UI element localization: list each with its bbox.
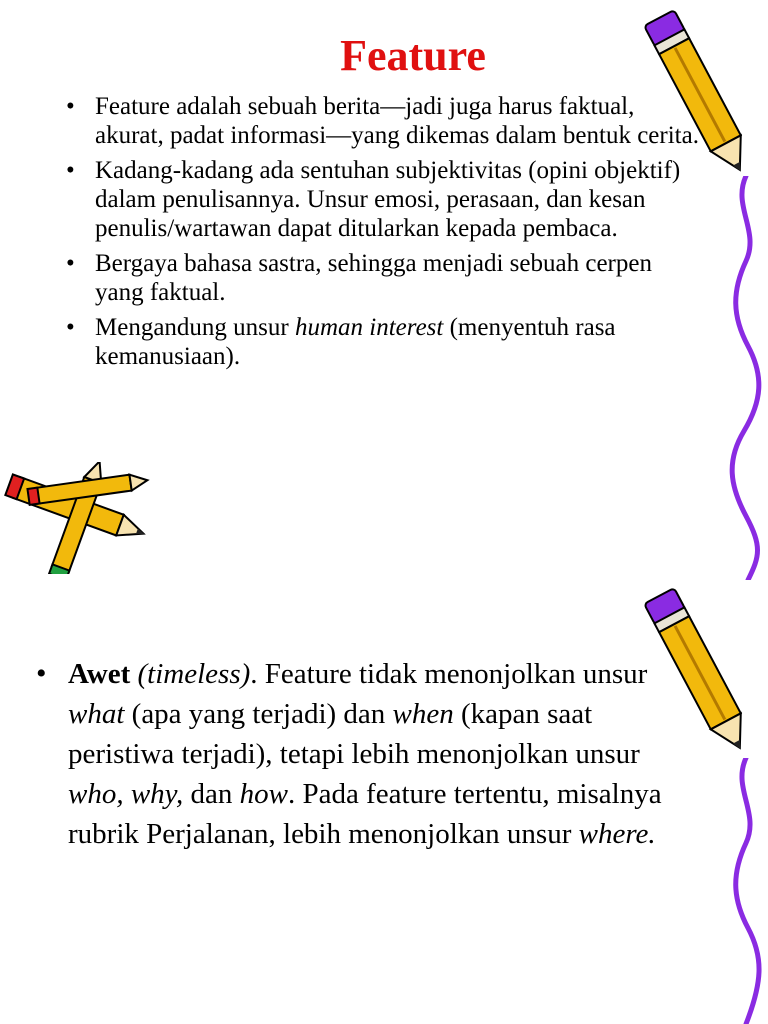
bullet-item-2: • Kadang-kadang ada sentuhan subjektivitas (opini objektif) dalam penulisannya. Unsur emosi, perasaan, dan kesan penulis/wartawan dapat ditularkan kepada pembaca. — [66, 156, 706, 243]
slide-title: Feature — [340, 31, 486, 80]
term-awet: Awet — [68, 658, 131, 690]
squiggle-line — [724, 176, 768, 580]
term-where: where. — [578, 818, 656, 850]
term-what: what — [68, 698, 125, 730]
text-run: dan — [183, 778, 240, 810]
space — [130, 658, 137, 690]
bullet-item-awet — [36, 654, 686, 854]
bullet-list-2 — [36, 654, 686, 854]
bullet-item-3: • Bergaya bahasa sastra, sehingga menjadi sebuah cerpen yang faktual. — [66, 249, 706, 307]
pencil-icon — [644, 580, 754, 762]
slide-awet — [0, 580, 768, 1024]
bullet-list — [66, 92, 706, 377]
text-run: (apa yang terjadi) dan — [124, 698, 393, 730]
term-who-why: who, why, — [68, 778, 184, 810]
term-how: how — [239, 778, 288, 810]
term-timeless: (timeless) — [137, 658, 251, 690]
crossed-pencils-icon — [0, 462, 160, 574]
bullet-4-text-a: Mengandung unsur — [95, 314, 295, 341]
text-run: . Pada feature tertentu, misalnya rubrik Perjalanan, lebih menonjolkan unsur — [68, 778, 662, 850]
bullet-item-4 — [66, 313, 706, 371]
text-run: (kapan saat peristiwa terjadi), tetapi lebih menonjolkan unsur — [68, 698, 640, 770]
pencil-icon — [644, 2, 754, 184]
bullet-item-1: • Feature adalah sebuah berita—jadi juga harus faktual, akurat, padat informasi—yang dikemas dalam bentuk cerita. — [66, 92, 706, 150]
term-when: when — [392, 698, 454, 730]
bullet-4-text-b: (menyentuh rasa kemanusiaan). — [95, 314, 616, 370]
text-run: . Feature tidak menonjolkan unsur — [250, 658, 648, 690]
squiggle-line — [724, 758, 768, 1024]
bullet-4-italic: human interest — [294, 314, 444, 341]
